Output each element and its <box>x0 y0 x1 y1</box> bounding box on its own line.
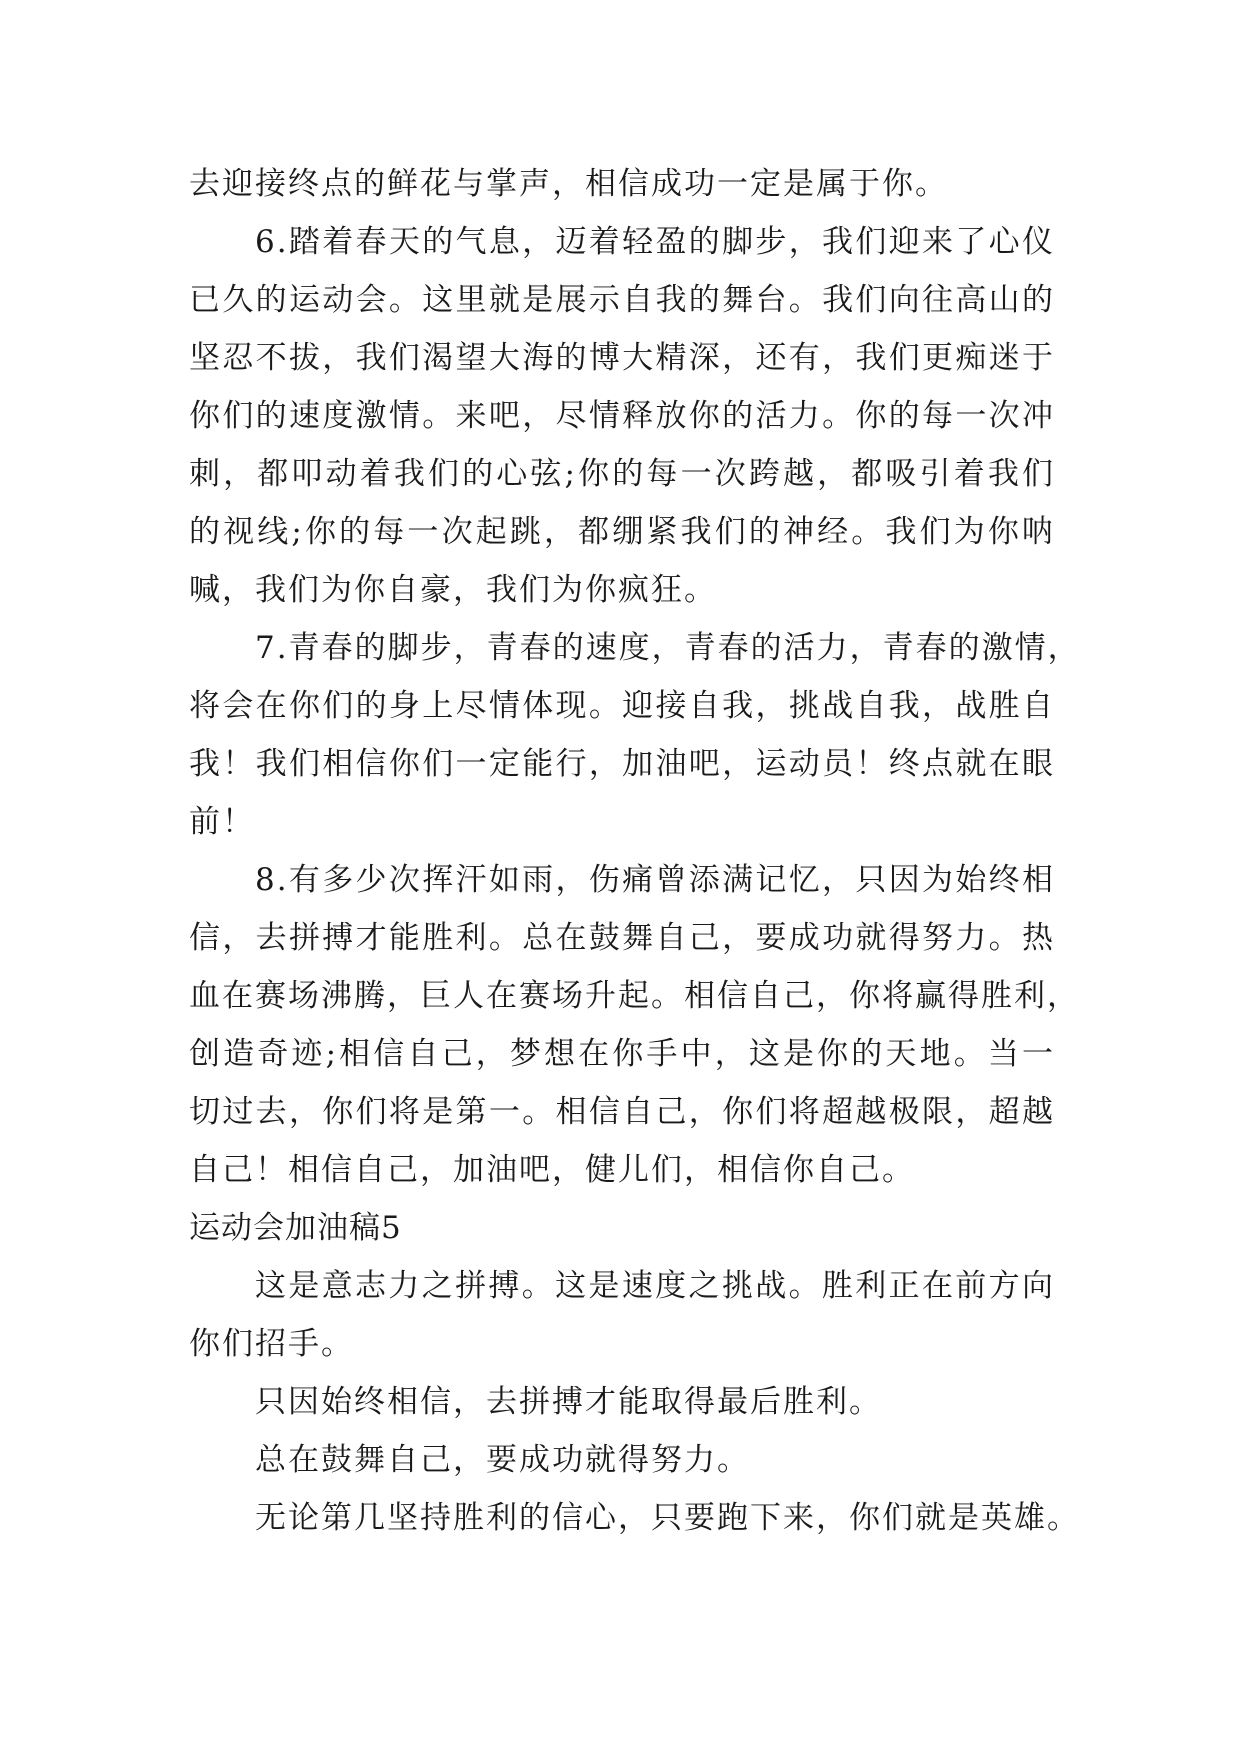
paragraph-line: 无论第几坚持胜利的信心，只要跑下来，你们就是英雄。 <box>255 1500 1080 1536</box>
paragraph-line: 8.有多少次挥汗如雨，伤痛曾添满记忆，只因为始终相 <box>255 862 1055 898</box>
paragraph-line: 血在赛场沸腾，巨人在赛场升起。相信自己，你将赢得胜利， <box>189 978 1080 1014</box>
paragraph-line: 坚忍不拔，我们渴望大海的博大精深，还有，我们更痴迷于 <box>189 340 1055 376</box>
paragraph-line: 自己！相信自己，加油吧，健儿们，相信你自己。 <box>189 1152 915 1188</box>
paragraph-line: 喊，我们为你自豪，我们为你疯狂。 <box>189 572 717 608</box>
paragraph-line: 6.踏着春天的气息，迈着轻盈的脚步，我们迎来了心仪 <box>255 224 1055 260</box>
paragraph-line: 这是意志力之拼搏。这是速度之挑战。胜利正在前方向 <box>255 1268 1055 1304</box>
section-heading: 运动会加油稿5 <box>189 1210 402 1246</box>
paragraph-line: 前！ <box>189 804 255 840</box>
paragraph-line: 将会在你们的身上尽情体现。迎接自我，挑战自我，战胜自 <box>189 688 1055 724</box>
paragraph-line: 切过去，你们将是第一。相信自己，你们将超越极限，超越 <box>189 1094 1055 1130</box>
paragraph-line: 你们的速度激情。来吧，尽情释放你的活力。你的每一次冲 <box>189 398 1055 434</box>
paragraph-line: 只因始终相信，去拼搏才能取得最后胜利。 <box>255 1384 882 1420</box>
paragraph-line: 去迎接终点的鲜花与掌声，相信成功一定是属于你。 <box>189 166 948 202</box>
paragraph-line: 信，去拼搏才能胜利。总在鼓舞自己，要成功就得努力。热 <box>189 920 1055 956</box>
paragraph-line: 你们招手。 <box>189 1326 354 1362</box>
paragraph-line: 创造奇迹;相信自己，梦想在你手中，这是你的天地。当一 <box>189 1036 1055 1072</box>
paragraph-line: 我！我们相信你们一定能行，加油吧，运动员！终点就在眼 <box>189 746 1055 782</box>
paragraph-line: 的视线;你的每一次起跳，都绷紧我们的神经。我们为你呐 <box>189 514 1055 550</box>
document-body <box>189 155 1081 1547</box>
paragraph-line: 总在鼓舞自己，要成功就得努力。 <box>255 1442 750 1478</box>
paragraph-line: 已久的运动会。这里就是展示自我的舞台。我们向往高山的 <box>189 282 1055 318</box>
paragraph-line: 刺，都叩动着我们的心弦;你的每一次跨越，都吸引着我们 <box>189 456 1055 492</box>
paragraph-line: 7.青春的脚步，青春的速度，青春的活力，青春的激情， <box>255 630 1081 666</box>
